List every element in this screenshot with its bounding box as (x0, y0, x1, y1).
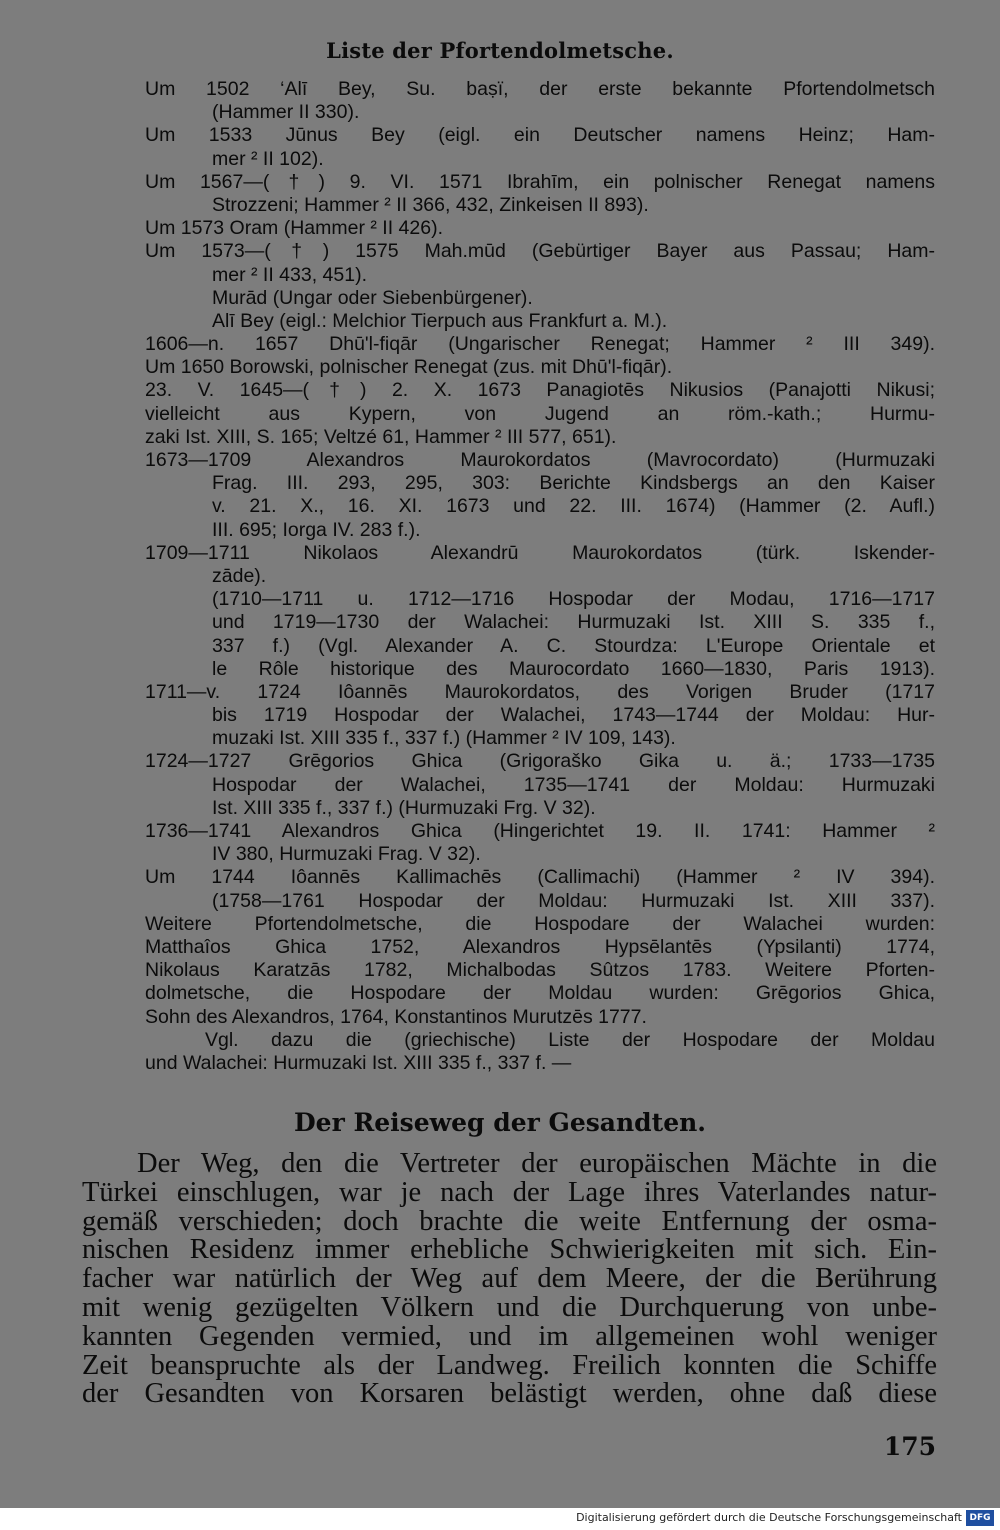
paragraph-line: mit wenig gezügelten Völkern und die Durchquerung von unbe- (82, 1291, 937, 1323)
list-line: mer ² II 102). (212, 147, 324, 170)
funding-note: Digitalisierung gefördert durch die Deutsche Forschungsgemeinschaft (576, 1511, 962, 1524)
list-line: mer ² II 433, 451). (212, 263, 367, 286)
paragraph-line: Der Weg, den die Vertreter der europäischen Mächte in die (137, 1148, 937, 1179)
list-line: zāde). (212, 564, 267, 587)
paragraph-line: Türkei einschlugen, war je nach der Lage ihres Vaterlandes natur- (82, 1176, 937, 1208)
body-paragraph (82, 1150, 937, 1409)
list-line: Frag. III. 293, 295, 303: Berichte Kindsbergs an den Kaiser (212, 472, 935, 495)
list-line: vielleicht aus Kypern, von Jugend an röm.-kath.; Hurmu- (145, 402, 935, 425)
list-line: Um 1573 Oram (Hammer ² II 426). (145, 217, 443, 240)
list-line: Strozzeni; Hammer ² II 366, 432, Zinkeisen II 893). (212, 193, 649, 216)
paragraph-line: nischen Residenz immer erhebliche Schwierigkeiten mit sich. Ein- (82, 1234, 937, 1266)
list-line: Ist. XIII 335 f., 337 f.) (Hurmuzaki Frg. V 32). (212, 796, 596, 819)
list-line: bis 1719 Hospodar der Walachei, 1743—1744 der Moldau: Hur- (212, 704, 935, 727)
paragraph-line: Zeit beanspruchte als der Landweg. Freilich konnten die Schiffe (82, 1349, 937, 1381)
list-line: v. 21. X., 16. XI. 1673 und 22. III. 1674) (Hammer (2. Aufl.) (212, 495, 935, 518)
paragraph-line: der Gesandten von Korsaren belästigt werden, ohne daß diese (82, 1378, 937, 1410)
list-line: 337 f.) (Vgl. Alexander A. C. Stourdza: L'Europe Orientale et (212, 634, 935, 657)
list-line: le Rôle historique des Maurocordato 1660—1830, Paris 1913). (212, 657, 935, 680)
list-line: Um 1650 Borowski, polnischer Renegat (zus. mit Dhū'l-fiqār). (145, 356, 673, 379)
paragraph-line: gemäß verschieden; doch brachte die weite Entfernung der osma- (82, 1205, 937, 1237)
paragraph-line: kannten Gegenden vermied, und im allgemeinen wohl weniger (82, 1320, 937, 1352)
list-line: und Walachei: Hurmuzaki Ist. XIII 335 f., 337 f. — (145, 1051, 572, 1074)
list-line: dolmetsche, die Hospodare der Moldau wurden: Grēgorios Ghica, (145, 982, 935, 1005)
section-heading: Der Reiseweg der Gesandten. (293, 1108, 706, 1137)
list-line: Um 1533 Jūnus Bey (eigl. ein Deutscher namens Heinz; Ham- (145, 124, 935, 147)
running-title: Liste der Pfortendolmetsche. (326, 38, 674, 63)
list-line: (Hammer II 330). (212, 101, 360, 124)
list-line: muzaki Ist. XIII 335 f., 337 f.) (Hammer ² IV 109, 143). (212, 727, 676, 750)
paragraph-line: facher war natürlich der Weg auf dem Meere, der die Berührung (82, 1263, 937, 1295)
list-line: 1724—1727 Grēgorios Ghica (Grigoraško Gika u. ä.; 1733—1735 (145, 750, 935, 773)
list-line: Um 1573—(†) 1575 Mah.mūd (Gebürtiger Bayer aus Passau; Ham- (145, 240, 935, 263)
list-line: Hospodar der Walachei, 1735—1741 der Moldau: Hurmuzaki (212, 773, 935, 796)
list-line: Alī Bey (eigl.: Melchior Tierpuch aus Frankfurt a. M.). (212, 309, 668, 332)
list-line: Nikolaus Karatzās 1782, Michalbodas Sûtzos 1783. Weitere Pforten- (145, 959, 935, 982)
interpreter-list (145, 78, 935, 1075)
list-line: Sohn des Alexandros, 1764, Konstantinos Murutzēs 1777. (145, 1005, 647, 1028)
list-line: 23. V. 1645—(†) 2. X. 1673 Panagiotēs Nikusios (Panajotti Nikusi; (145, 379, 935, 402)
list-line: 1736—1741 Alexandros Ghica (Hingerichtet 19. II. 1741: Hammer ² (145, 820, 935, 842)
list-line: 1709—1711 Nikolaos Alexandrū Maurokordatos (türk. Iskender- (145, 541, 935, 564)
list-line: (1758—1761 Hospodar der Moldau: Hurmuzaki Ist. XIII 337). (212, 889, 935, 912)
list-line: 1673—1709 Alexandros Maurokordatos (Mavrocordato) (Hurmuzaki (145, 449, 935, 471)
list-line: 1711—v. 1724 Iôannēs Maurokordatos, des Vorigen Bruder (1717 (145, 680, 935, 703)
digitization-footer (0, 1508, 1000, 1530)
page-number: 175 (883, 1432, 936, 1461)
list-line: Um 1567—(†) 9. VI. 1571 Ibrahīm, ein polnischer Renegat namens (145, 170, 935, 193)
list-line: Um 1502 ‘Alī Bey, Su. baṣï, der erste bekannte Pfortendolmetsch (145, 78, 935, 100)
list-line: Um 1744 Iôannēs Kallimachēs (Callimachi) (Hammer ² IV 394). (145, 866, 935, 889)
list-line: Weitere Pfortendolmetsche, die Hospodare der Walachei wurden: (145, 912, 935, 935)
list-line: IV 380, Hurmuzaki Frag. V 32). (212, 843, 481, 866)
list-line: zaki Ist. XIII, S. 165; Veltzé 61, Hammer ² III 577, 651). (145, 425, 617, 448)
list-line: Murād (Ungar oder Siebenbürgener). (212, 286, 533, 309)
list-line: Matthaîos Ghica 1752, Alexandros Hypsēlantēs (Ypsilanti) 1774, (145, 935, 935, 958)
list-line: III. 695; Iorga IV. 283 f.). (212, 518, 421, 541)
list-line: 1606—n. 1657 Dhū'l-fiqār (Ungarischer Renegat; Hammer ² III 349). (145, 333, 935, 356)
list-line: Vgl. dazu die (griechische) Liste der Hospodare der Moldau (205, 1028, 935, 1051)
dfg-logo: DFG (966, 1510, 994, 1526)
list-line: und 1719—1730 der Walachei: Hurmuzaki Ist. XIII S. 335 f., (212, 611, 935, 634)
list-line: (1710—1711 u. 1712—1716 Hospodar der Modau, 1716—1717 (212, 588, 935, 611)
